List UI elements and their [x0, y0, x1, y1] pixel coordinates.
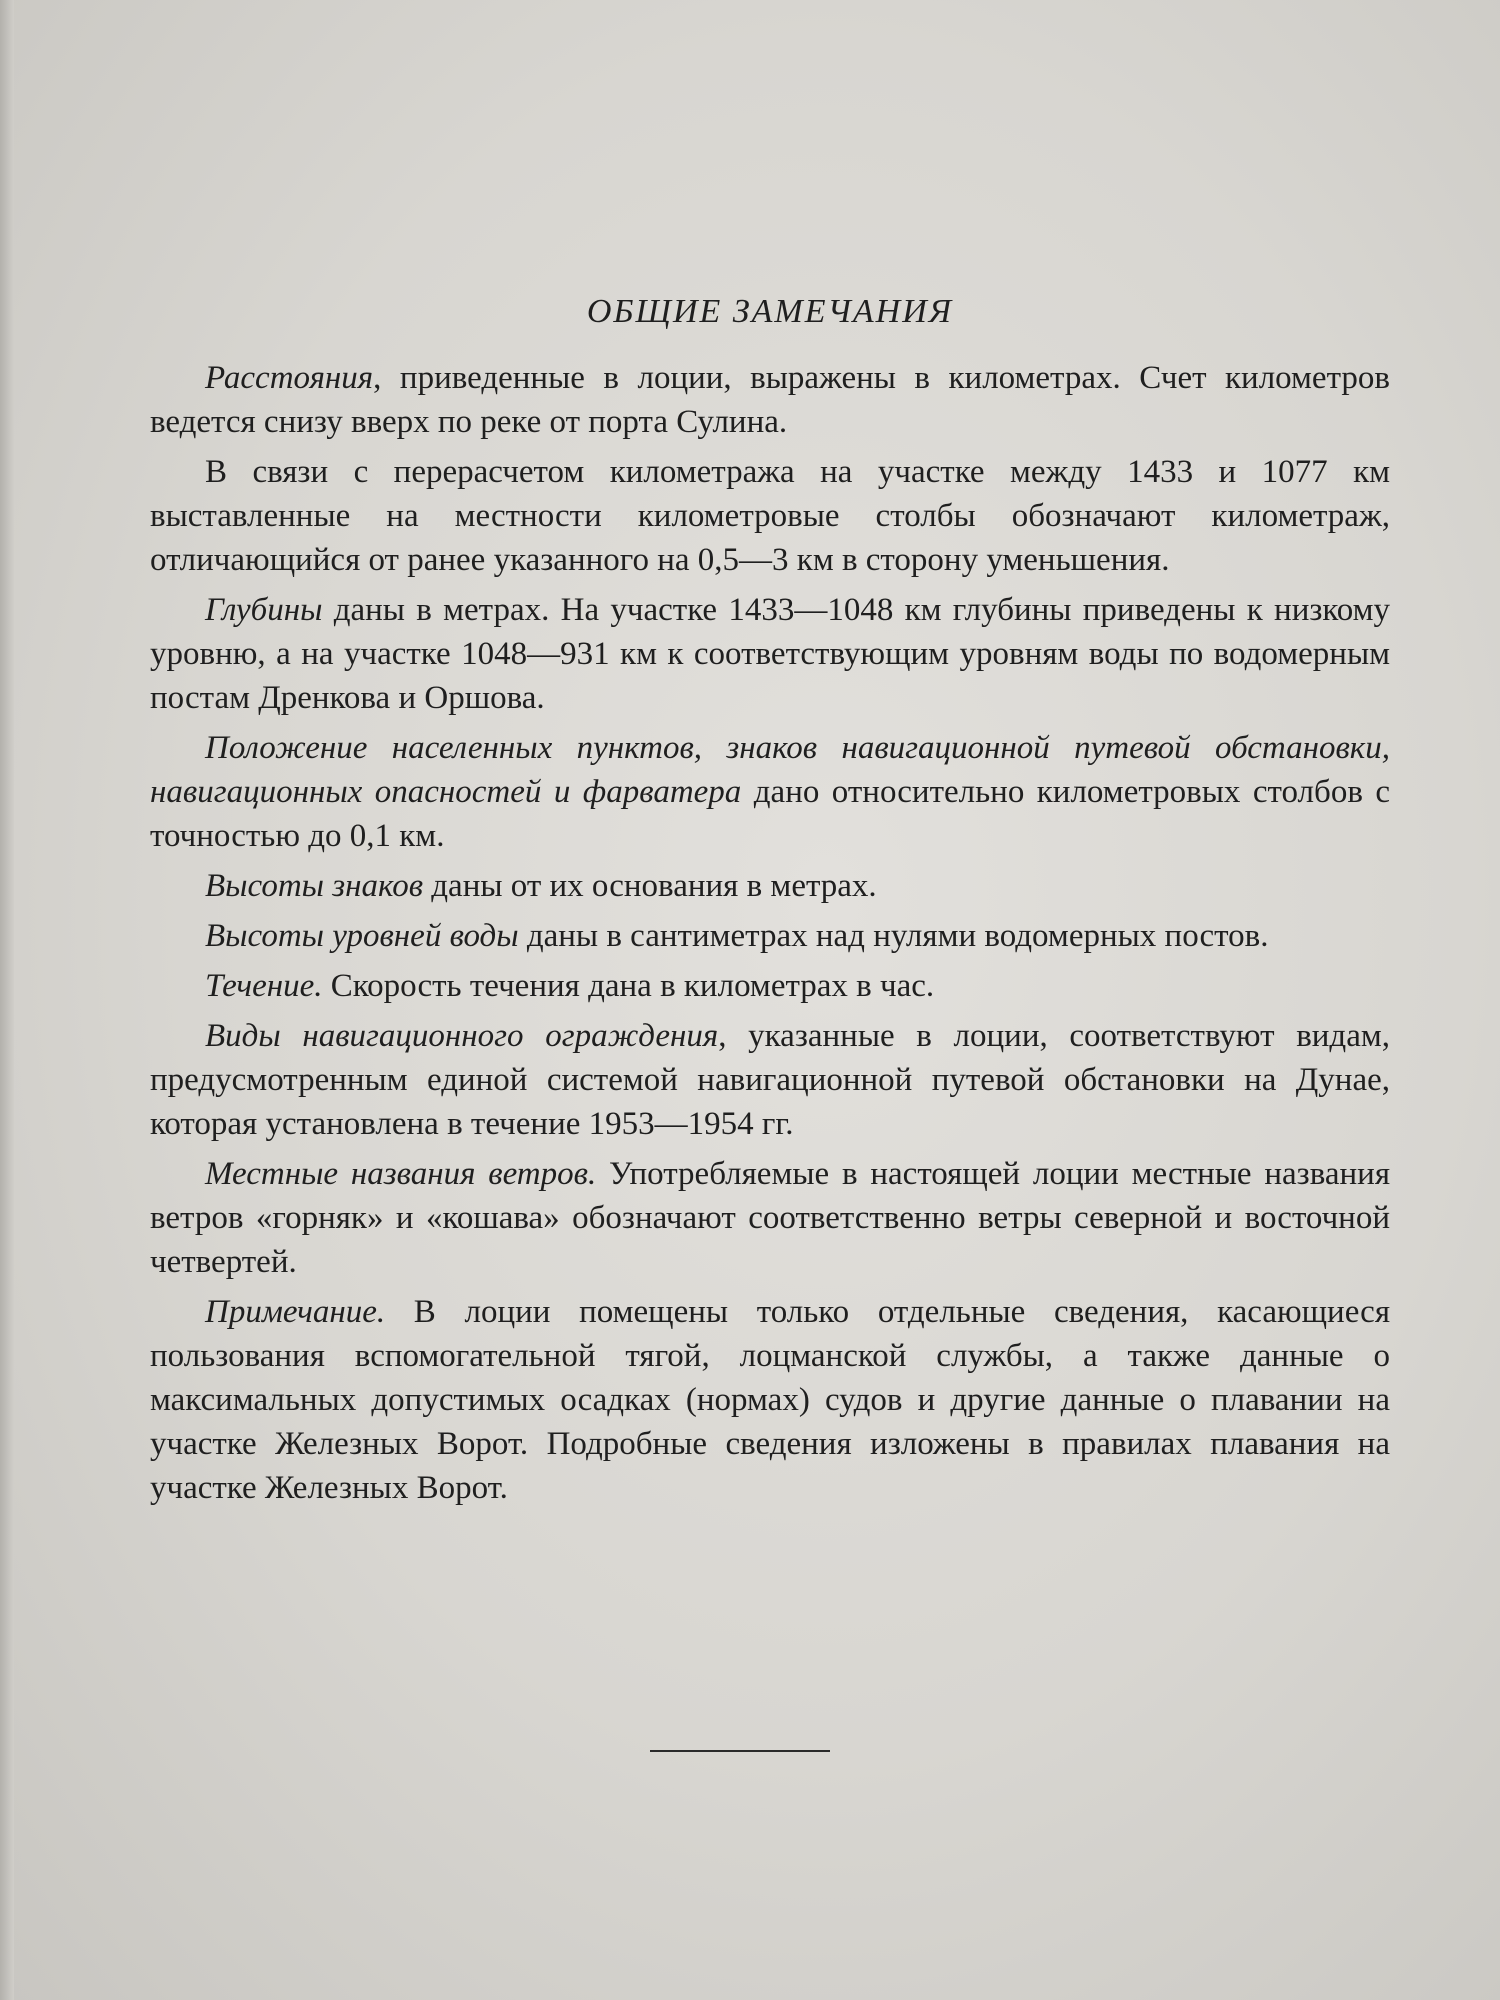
paragraph-lead: Глубины	[205, 592, 323, 628]
paragraph-lead: Течение.	[205, 968, 323, 1004]
paragraph-positions	[150, 726, 1390, 858]
paragraph-winds	[150, 1152, 1390, 1284]
paragraph-lead: Виды навигационного ограждения	[205, 1018, 719, 1054]
paragraph-recalculation	[150, 450, 1390, 582]
paragraph-water-levels	[150, 914, 1390, 958]
paragraph-text: даны в сантиметрах над нулями водомерных постов.	[518, 918, 1269, 954]
paragraph-lead: Расстояния	[205, 360, 374, 396]
paragraph-text: В лоции помещены только отдельные сведения, касающиеся пользования вспомогательной тягой, лоцманской службы, а также данные о максимальных допустимых осадках (нормах) судов и другие данные о плавании на участке Железных Ворот. Подробные сведения изложены в правилах плавания на участке Железных Ворот.	[150, 1294, 1390, 1506]
paragraph-depths	[150, 588, 1390, 720]
paragraph-sign-heights	[150, 864, 1390, 908]
paragraph-text: В связи с перерасчетом километража на участке между 1433 и 1077 км выставленные на местности километровые столбы обозначают километраж, отличающийся от ранее указанного на 0,5—3 км в сторону уменьшения.	[150, 454, 1390, 578]
paragraph-distances	[150, 356, 1390, 444]
paragraph-navigation-marks	[150, 1014, 1390, 1146]
paragraph-text: Скорость течения дана в километрах в час.	[322, 968, 935, 1004]
paragraph-text: , приведенные в лоции, выражены в километрах. Счет километров ведется снизу вверх по реке от порта Сулина.	[150, 360, 1390, 440]
page-edge	[0, 0, 14, 2000]
paragraph-lead: Высоты знаков	[205, 868, 424, 904]
paragraph-lead: Высоты уровней воды	[205, 918, 519, 954]
paragraph-text: дано относительно километровых столбов с точностью до 0,1 км.	[150, 774, 1390, 854]
paragraph-text: даны в метрах. На участке 1433—1048 км глубины приведены к низкому уровню, а на участке 1048—931 км к соответствующим уровням воды по водомерным постам Дренкова и Оршова.	[150, 592, 1390, 716]
paragraph-text: , указанные в лоции, соответствуют видам, предусмотренным единой системой навигационной путевой обстановки на Дунае, которая установлена в течение 1953—1954 гг.	[150, 1018, 1391, 1142]
paragraph-text: даны от их основания в метрах.	[423, 868, 877, 904]
paragraph-lead: Положение населенных пунктов, знаков навигационной путевой обстановки, навигационных опасностей и фарватера	[150, 730, 1390, 810]
page-title: ОБЩИЕ ЗАМЕЧАНИЯ	[586, 293, 954, 330]
page-content	[150, 290, 1390, 1516]
paragraph-text: Употребляемые в настоящей лоции местные названия ветров «горняк» и «кошава» обозначают соответственно ветры северной и восточной четвертей.	[150, 1156, 1391, 1280]
paragraph-current	[150, 964, 1390, 1008]
end-rule	[650, 1750, 830, 1752]
paragraph-note	[150, 1290, 1390, 1510]
paragraph-lead: Примечание.	[205, 1294, 386, 1330]
paragraph-lead: Местные названия ветров.	[205, 1156, 597, 1192]
